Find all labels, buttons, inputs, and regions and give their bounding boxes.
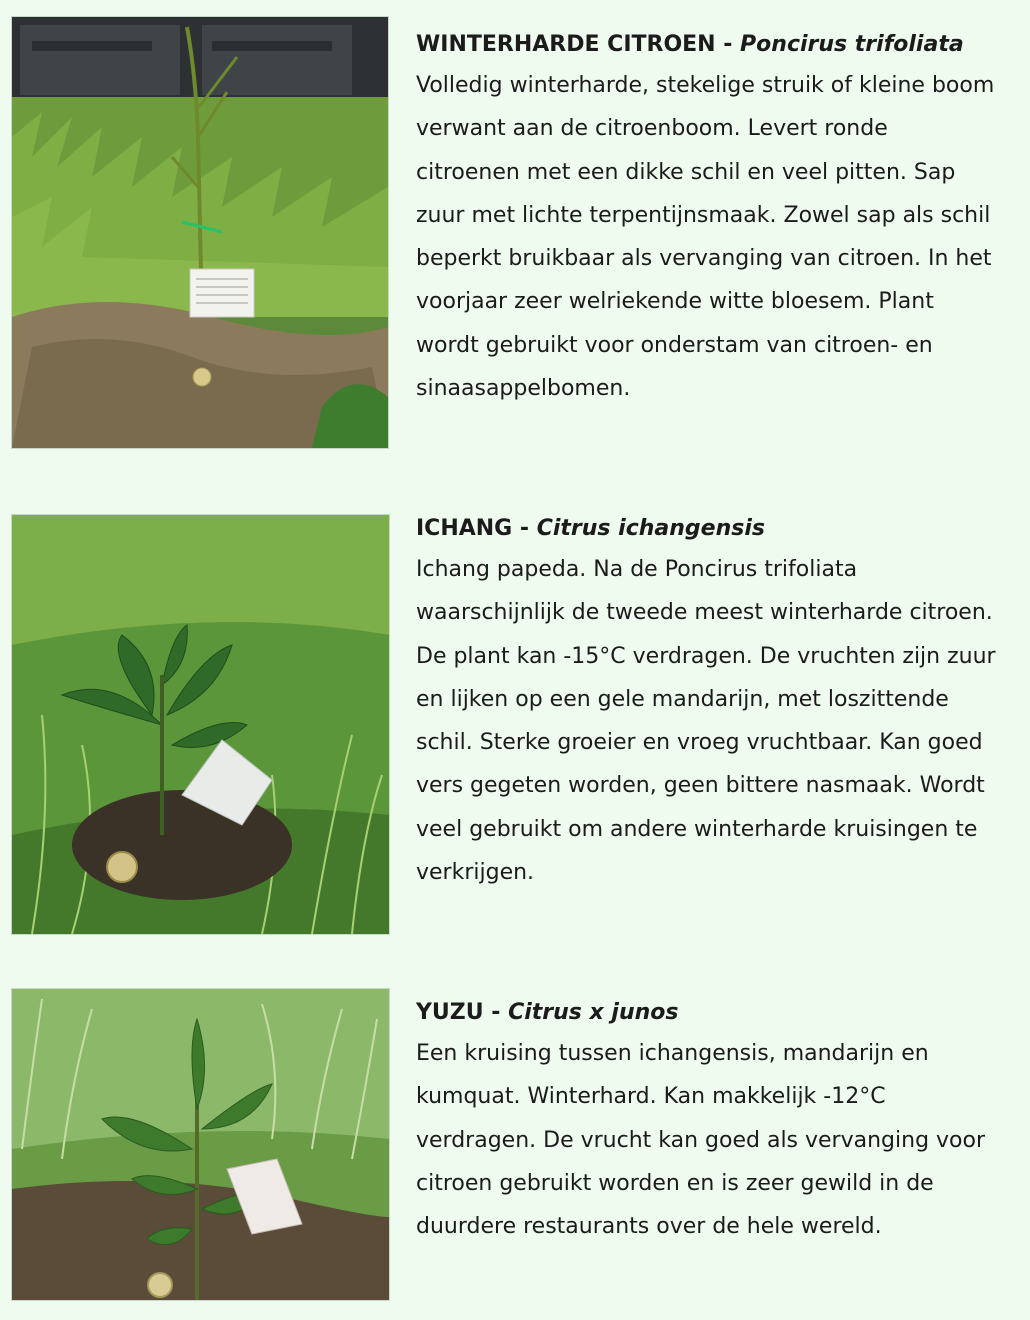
ichang-photo-illustration [12,515,389,934]
plant-text-yuzu [416,998,996,1248]
plant-description: Een kruising tussen ichangensis, mandarijn en kumquat. Winterhard. Kan makkelijk -12°C verdragen. De vrucht kan goed als vervanging voor citroen gebruikt worden en is zeer gewild in de duurdere restaurants over de hele wereld. [416,1041,986,1240]
plant-latin-name: Citrus ichangensis [536,516,765,541]
plant-description: Ichang papeda. Na de Poncirus trifoliata waarschijnlijk de tweede meest winterharde citroen. De plant kan -15°C verdragen. De vruchten zijn zuur en lijken op een gele mandarijn, met loszittende schil. Sterke groeier en vroeg vruchtbaar. Kan goed vers gegeten worden, geen bittere nasmaak. Wordt veel gebruikt om andere winterharde kruisingen te verkrijgen. [416,557,996,886]
plant-description: Volledig winterharde, stekelige struik of kleine boom verwant aan de citroenboom. Levert ronde citroenen met een dikke schil en veel pitten. Sap zuur met lichte terpentijnsmaak. Zowel sap als schil beperkt bruikbaar als vervanging van citroen. In het voorjaar zeer welriekende witte bloesem. Plant wordt gebruikt voor onderstam van citroen- en sinaasappelbomen. [416,73,995,402]
plant-common-name: YUZU [416,1000,484,1025]
plant-photo-ichang [11,514,390,935]
plant-photo-poncirus [11,16,389,449]
title-separator: - [715,32,741,57]
title-separator: - [512,516,537,541]
plant-title-ichang [416,514,996,544]
plant-common-name: WINTERHARDE CITROEN [416,32,716,57]
plant-latin-name: Citrus x junos [508,1000,679,1025]
poncirus-photo-illustration [12,17,388,448]
yuzu-photo-illustration [12,989,389,1300]
plant-title-poncirus [416,30,996,60]
plant-common-name: ICHANG [416,516,513,541]
plant-text-poncirus [416,30,996,410]
plant-photo-yuzu [11,988,390,1301]
plant-title-yuzu [416,998,996,1028]
plant-text-ichang [416,514,996,894]
plant-latin-name: Poncirus trifoliata [740,32,964,57]
title-separator: - [483,1000,509,1025]
